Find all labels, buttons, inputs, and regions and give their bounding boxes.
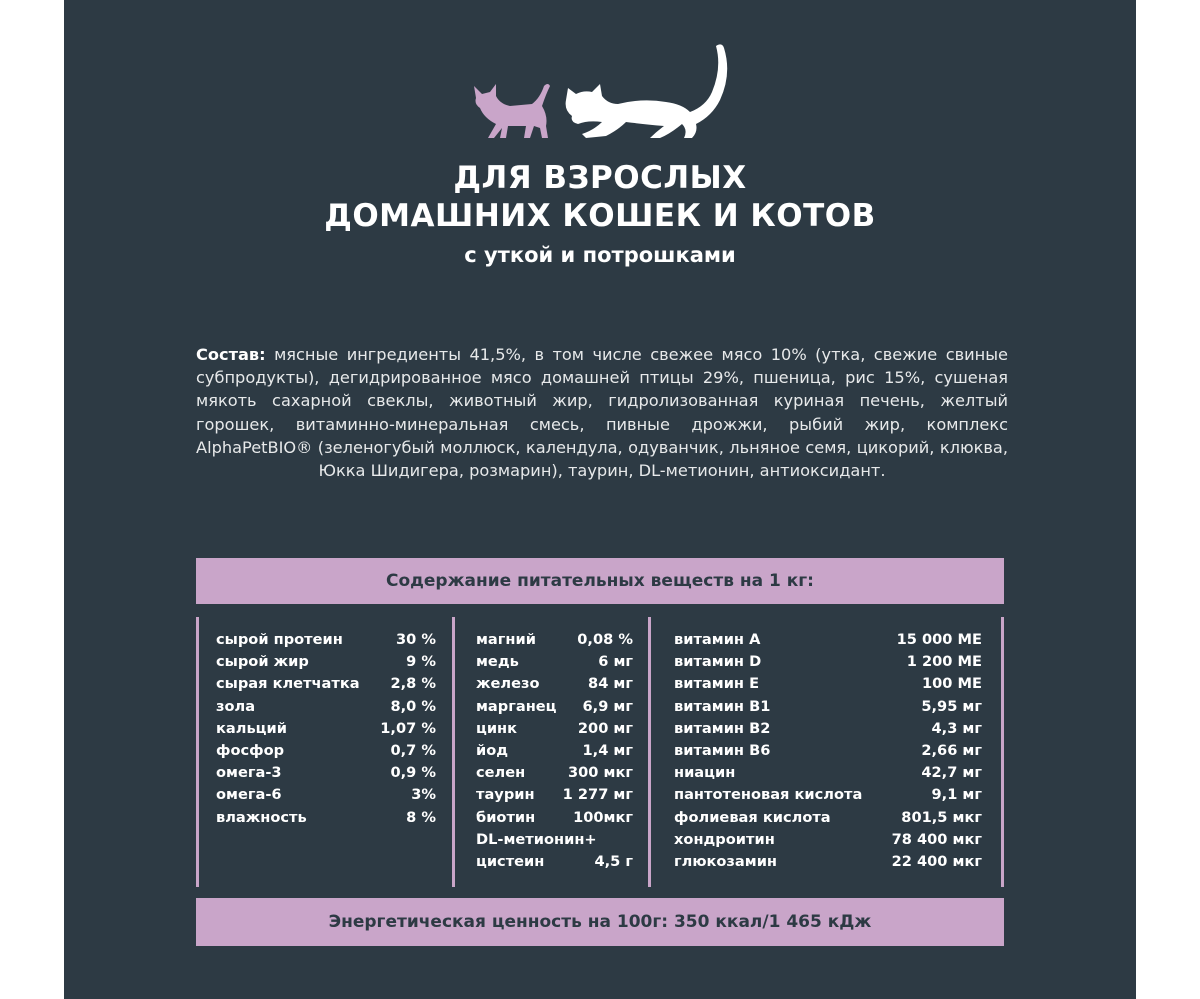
composition-label: Состав:: [196, 345, 266, 364]
nutrient-value: 0,08 %: [577, 631, 633, 648]
nutrient-row: [476, 829, 633, 851]
nutrient-value: 3%: [411, 786, 436, 804]
nutrient-value: 1,4 мг: [582, 741, 633, 759]
cats-illustration: [470, 38, 730, 148]
nutrient-row: [216, 784, 436, 806]
table-divider: [196, 617, 199, 887]
nutrient-name: сырой протеин: [216, 631, 343, 648]
nutrient-row: [216, 673, 436, 695]
nutrient-name: фосфор: [216, 741, 285, 759]
energy-value: Энергетическая ценность на 100г: 350 ккал/1 465 кДж: [196, 898, 1004, 946]
nutrient-name: селен: [476, 764, 526, 782]
nutrient-row: [674, 829, 982, 851]
nutrient-name: марганец: [476, 697, 557, 715]
nutrient-value: 5,95 мг: [921, 697, 982, 715]
nutrient-row: [476, 718, 633, 740]
nutrient-value: 30 %: [395, 631, 436, 648]
nutrient-row: [476, 784, 633, 806]
nutrient-name: витамин В1: [674, 697, 771, 715]
nutrient-row: [216, 807, 436, 829]
nutrient-value: 22 400 мкг: [891, 852, 982, 870]
nutrient-row: [216, 629, 436, 651]
nutrient-name: таурин: [476, 786, 535, 804]
page-title-line2: ДОМАШНИХ КОШЕК И КОТОВ: [324, 198, 876, 234]
nutrient-value: 84 мг: [588, 675, 633, 693]
nutrient-row: [674, 740, 982, 762]
nutrient-value: 6,9 мг: [582, 697, 633, 715]
nutrient-name: йод: [476, 741, 509, 759]
nutrient-row: [674, 629, 982, 651]
nutrient-value: 9 %: [406, 653, 436, 671]
nutrient-name: витамин А: [674, 631, 761, 648]
nutrient-value: 15 000 МЕ: [896, 631, 982, 648]
nutrient-value: 100 МЕ: [921, 675, 982, 693]
nutrient-row: [476, 629, 633, 651]
nutrient-name: пантотеновая кислота: [674, 786, 863, 804]
nutrient-name: омега-3: [216, 764, 282, 782]
nutrient-name: биотин: [476, 808, 536, 826]
nutrient-value: 801,5 мкг: [901, 808, 982, 826]
nutrient-name: омега-6: [216, 786, 282, 804]
nutrient-row: [216, 696, 436, 718]
nutrient-name: цинк: [476, 719, 518, 737]
nutrient-row: [674, 718, 982, 740]
nutrient-name: витамин В2: [674, 719, 771, 737]
cat-icon: [566, 44, 728, 138]
nutrient-name: медь: [476, 653, 519, 671]
nutrient-value: 6 мг: [598, 653, 633, 671]
nutrient-name: сырая клетчатка: [216, 675, 360, 693]
nutrient-row: [674, 851, 982, 873]
nutrient-row: [476, 696, 633, 718]
nutrient-name: глюкозамин: [674, 852, 777, 870]
composition-body: мясные ингредиенты 41,5%, в том числе свежее мясо 10% (утка, свежие свиные субпродукты), дегидрированное мясо домашней птицы 29%, пшеница, рис 15%, сушеная мякоть сахарной свеклы, животный жир, гидролизованная куриная печень, желтый горошек, витаминно-минеральная смесь, пивные дрожжи, рыбий жир, комплекс AlphaPetBIO® (зеленогубый моллюск, календула, одуванчик, льняное семя, цикорий, клюква, Юкка Шидигера, розмарин), таурин, DL-метионин, антиоксидант.: [196, 345, 1008, 481]
nutrient-row: [476, 651, 633, 673]
nutrient-row: [674, 673, 982, 695]
nutrient-name: магний: [476, 631, 536, 648]
nutrient-row: [674, 784, 982, 806]
nutrient-value: 9,1 мг: [931, 786, 982, 804]
nutrient-value: 300 мкг: [567, 764, 633, 782]
table-divider: [648, 617, 651, 887]
nutrient-row: [674, 807, 982, 829]
nutrient-name: железо: [476, 675, 540, 693]
nutrient-value: 4,5 г: [594, 852, 633, 870]
page-subtitle: с уткой и потрошками: [464, 243, 736, 267]
nutrient-value: 0,7 %: [390, 741, 436, 759]
nutrient-row: [476, 762, 633, 784]
nutrient-value: 8,0 %: [390, 697, 436, 715]
nutrients-table: [196, 617, 1004, 887]
nutrient-name: ниацин: [674, 764, 736, 782]
nutrient-name: влажность: [216, 808, 307, 826]
table-divider: [452, 617, 455, 887]
nutrient-name: DL-метионин+: [476, 830, 597, 848]
nutrient-name: витамин D: [674, 653, 762, 671]
nutrient-value: 2,66 мг: [921, 741, 982, 759]
nutrient-value: 200 мг: [577, 719, 633, 737]
nutrient-row: [476, 740, 633, 762]
nutrient-row: [476, 807, 633, 829]
nutrient-row: [674, 651, 982, 673]
nutrient-value: 78 400 мкг: [891, 830, 982, 848]
nutrients-column-1: [216, 629, 436, 829]
composition-text: [196, 343, 1008, 482]
nutrient-row: [216, 740, 436, 762]
nutrient-name: цистеин: [476, 852, 545, 870]
nutrient-value: 100мкг: [573, 808, 633, 826]
nutrient-row: [216, 718, 436, 740]
nutrients-column-2: [476, 629, 633, 873]
table-divider: [1001, 617, 1004, 887]
nutrient-value: 1,07 %: [380, 719, 436, 737]
nutrient-row: [476, 851, 633, 873]
nutrient-value: 42,7 мг: [921, 764, 982, 782]
nutrient-name: витамин Е: [674, 675, 760, 693]
page-title-line1: ДЛЯ ВЗРОСЛЫХ: [453, 160, 747, 196]
nutrient-row: [674, 696, 982, 718]
nutrient-row: [476, 673, 633, 695]
kitten-icon: [474, 84, 550, 138]
nutrient-value: 1 200 МЕ: [906, 653, 982, 671]
nutrient-name: хондроитин: [674, 830, 775, 848]
nutrient-value: 2,8 %: [390, 675, 436, 693]
nutrient-name: фолиевая кислота: [674, 808, 831, 826]
nutrients-header: Содержание питательных веществ на 1 кг:: [196, 558, 1004, 604]
nutrient-value: 1 277 мг: [562, 786, 633, 804]
nutrient-row: [216, 762, 436, 784]
nutrient-value: 8 %: [406, 808, 436, 826]
nutrient-row: [674, 762, 982, 784]
nutrient-row: [216, 651, 436, 673]
nutrient-name: сырой жир: [216, 653, 309, 671]
nutrient-value: 4,3 мг: [931, 719, 982, 737]
nutrient-name: кальций: [216, 719, 287, 737]
nutrients-column-3: [674, 629, 982, 873]
nutrient-name: зола: [216, 697, 256, 715]
nutrient-value: 0,9 %: [390, 764, 436, 782]
nutrient-name: витамин В6: [674, 741, 771, 759]
